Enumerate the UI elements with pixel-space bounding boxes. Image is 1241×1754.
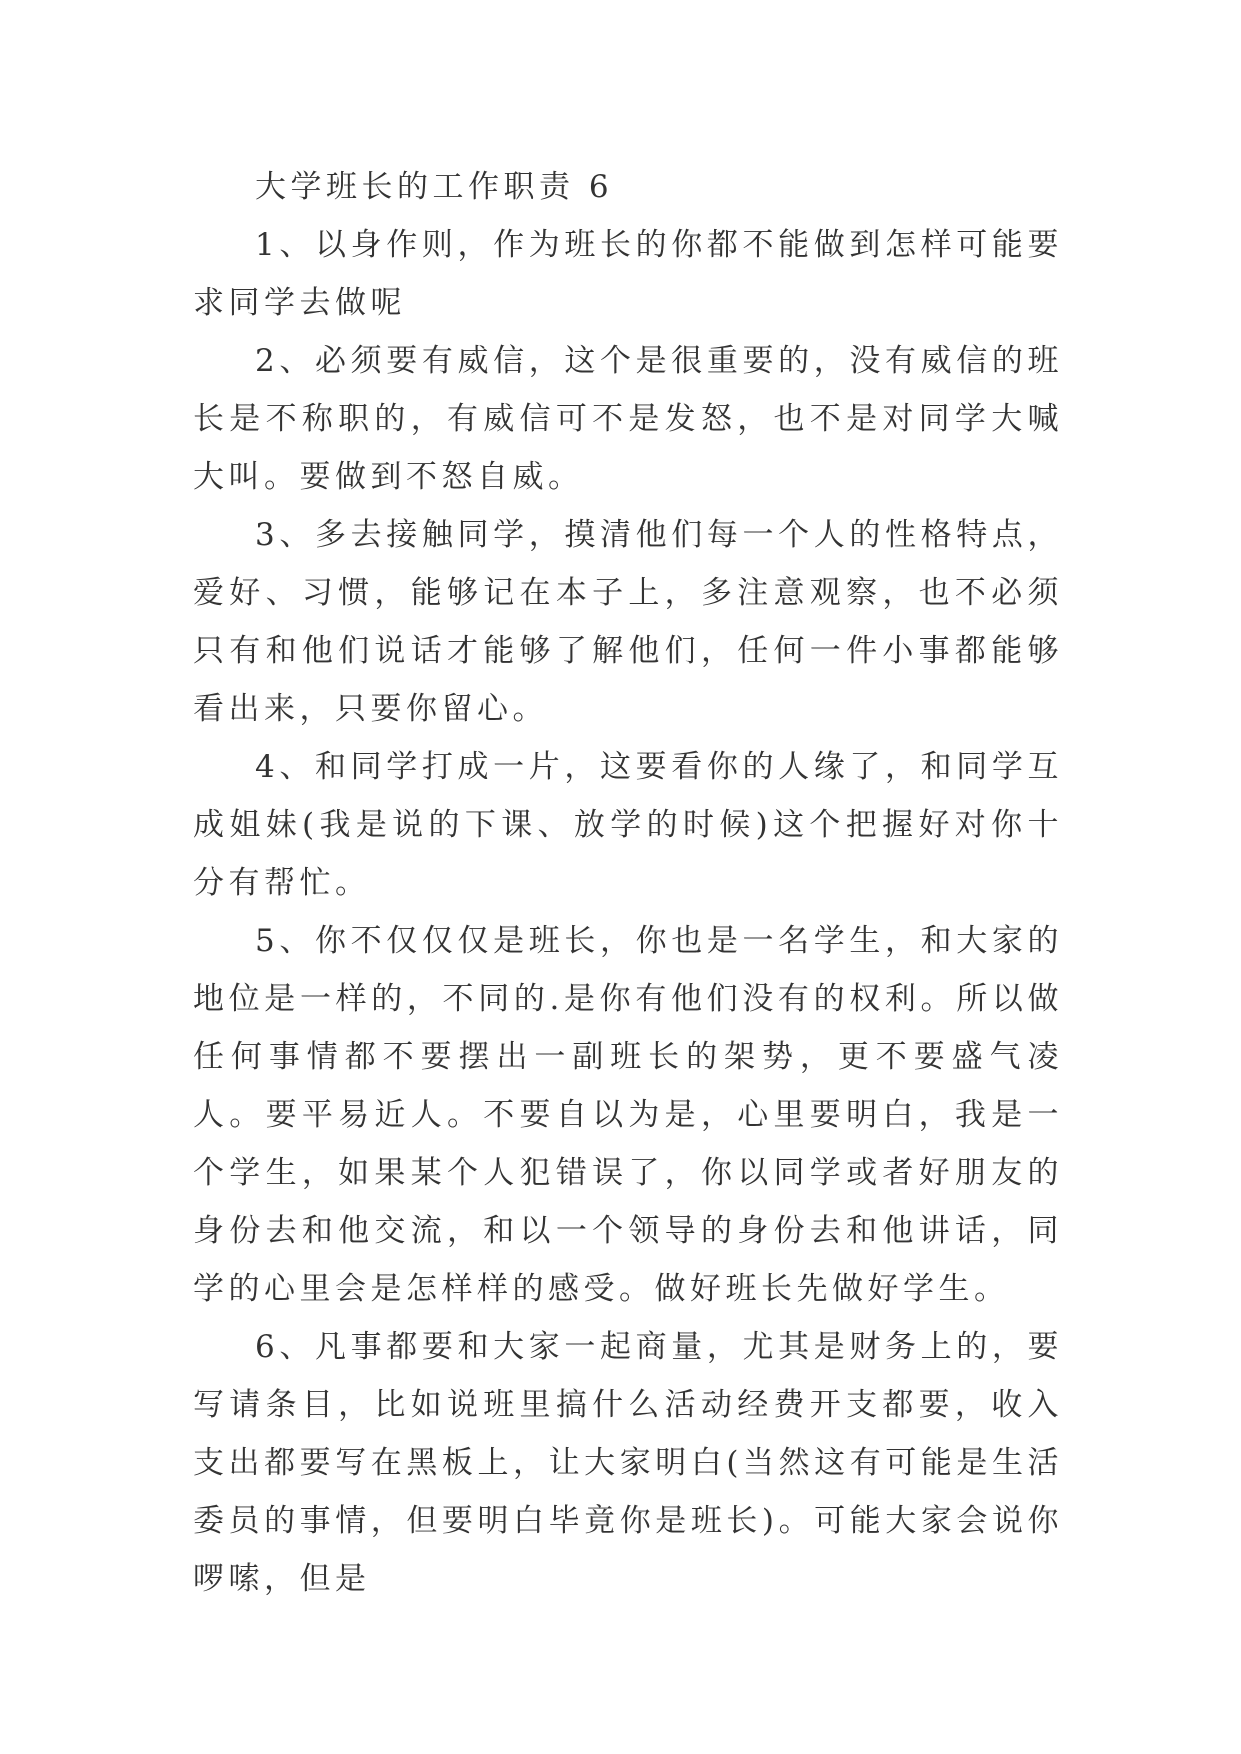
paragraph-2: 2、必须要有威信，这个是很重要的，没有威信的班长是不称职的，有威信可不是发怒，也不是对同学大喊大叫。要做到不怒自威。 xyxy=(193,343,1063,495)
paragraph-1: 1、以身作则，作为班长的你都不能做到怎样可能要求同学去做呢 xyxy=(193,227,1063,321)
paragraph-5: 5、你不仅仅仅是班长，你也是一名学生，和大家的地位是一样的，不同的.是你有他们没有的权利。所以做任何事情都不要摆出一副班长的架势，更不要盛气凌人。要平易近人。不要自以为是，心里要明白，我是一个学生，如果某个人犯错误了，你以同学或者好朋友的身份去和他交流，和以一个领导的身份去和他讲话，同学的心里会是怎样样的感受。做好班长先做好学生。 xyxy=(193,923,1063,1307)
paragraph-3: 3、多去接触同学，摸清他们每一个人的性格特点，爱好、习惯，能够记在本子上，多注意观察，也不必须只有和他们说话才能够了解他们，任何一件小事都能够看出来，只要你留心。 xyxy=(193,517,1063,727)
paragraph-4: 4、和同学打成一片，这要看你的人缘了，和同学互成姐妹(我是说的下课、放学的时候)这个把握好对你十分有帮忙。 xyxy=(193,749,1063,901)
document-body xyxy=(193,158,1063,1608)
document-title: 大学班长的工作职责 6 xyxy=(255,169,614,205)
paragraph-6: 6、凡事都要和大家一起商量，尤其是财务上的，要写请条目，比如说班里搞什么活动经费开支都要，收入支出都要写在黑板上，让大家明白(当然这有可能是生活委员的事情，但要明白毕竟你是班长)。可能大家会说你啰嗦，但是 xyxy=(193,1329,1063,1597)
